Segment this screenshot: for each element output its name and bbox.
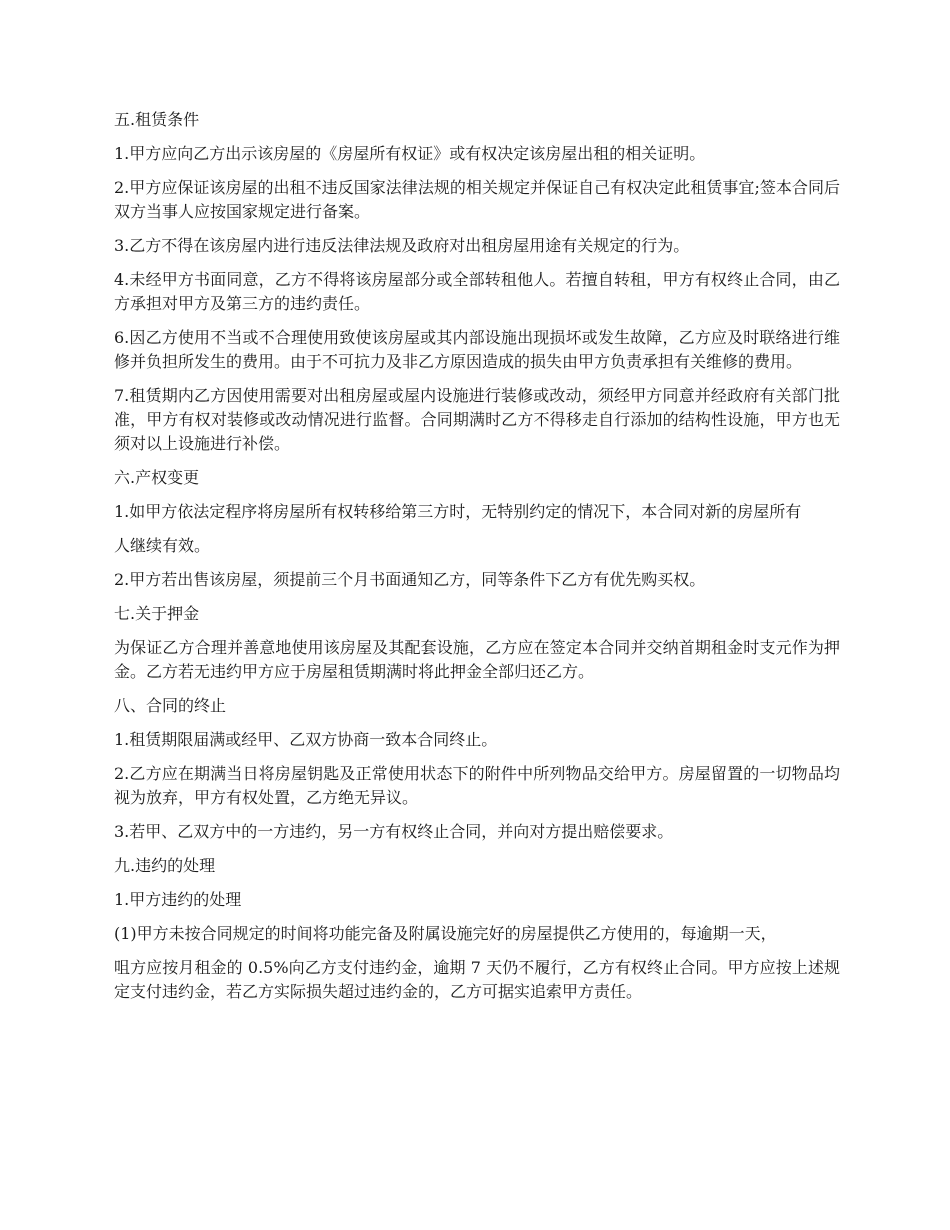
clause-5-6: 6.因乙方使用不当或不合理使用致使该房屋或其内部设施出现损坏或发生故障，乙方应及时联络进行维修并负担所发生的费用。由于不可抗力及非乙方原因造成的损失由甲方负责承担有关维修的费用。 [114,328,840,371]
section-heading-9: 九.违约的处理 [114,856,216,875]
clause-8-3: 3.若甲、乙双方中的一方违约，另一方有权终止合同，并向对方提出赔偿要求。 [114,822,674,841]
clause-8-1: 1.租赁期限届满或经甲、乙双方协商一致本合同终止。 [114,730,498,749]
clause-9-1-1: (1)甲方未按合同规定的时间将功能完备及附属设施完好的房屋提供乙方使用的，每逾期一天， [114,924,777,943]
section-heading-5: 五.租赁条件 [114,110,200,129]
section-heading-6: 六.产权变更 [114,468,200,487]
section-heading-8: 八、合同的终止 [114,696,227,715]
clause-6-1-continued: 人继续有效。 [114,536,211,555]
clause-5-3: 3.乙方不得在该房屋内进行违反法律法规及政府对出租房屋用途有关规定的行为。 [114,236,690,255]
clause-9-1-1-continued: 咀方应按月租金的 0.5%向乙方支付违约金，逾期 7 天仍不履行，乙方有权终止合同。甲方应按上述规定支付违约金，若乙方实际损失超过违约金的，乙方可据实追索甲方责任。 [114,958,840,1001]
section-heading-7: 七.关于押金 [114,604,200,623]
clause-8-2: 2.乙方应在期满当日将房屋钥匙及正常使用状态下的附件中所列物品交给甲方。房屋留置的一切物品均视为放弃，甲方有权处置，乙方绝无异议。 [114,764,840,807]
document-page [114,108,840,1014]
clause-6-1: 1.如甲方依法定程序将房屋所有权转移给第三方时，无特别约定的情况下，本合同对新的房屋所有 [114,502,802,521]
deposit-paragraph: 为保证乙方合理并善意地使用该房屋及其配套设施，乙方应在签定本合同并交纳首期租金时支元作为押金。乙方若无违约甲方应于房屋租赁期满时将此押金全部归还乙方。 [114,638,840,681]
clause-5-1: 1.甲方应向乙方出示该房屋的《房屋所有权证》或有权决定该房屋出租的相关证明。 [114,144,706,163]
clause-6-2: 2.甲方若出售该房屋，须提前三个月书面通知乙方，同等条件下乙方有优先购买权。 [114,570,706,589]
clause-5-7: 7.租赁期内乙方因使用需要对出租房屋或屋内设施进行装修或改动，须经甲方同意并经政府有关部门批准，甲方有权对装修或改动情况进行监督。合同期满时乙方不得移走自行添加的结构性设施，甲方也无须对以上设施进行补偿。 [114,386,840,453]
subheading-9-1: 1.甲方违约的处理 [114,890,242,909]
clause-5-2: 2.甲方应保证该房屋的出租不违反国家法律法规的相关规定并保证自己有权决定此租赁事宜;签本合同后双方当事人应按国家规定进行备案。 [114,178,840,221]
clause-5-4: 4.未经甲方书面同意，乙方不得将该房屋部分或全部转租他人。若擅自转租，甲方有权终止合同，由乙方承担对甲方及第三方的违约责任。 [114,270,840,313]
